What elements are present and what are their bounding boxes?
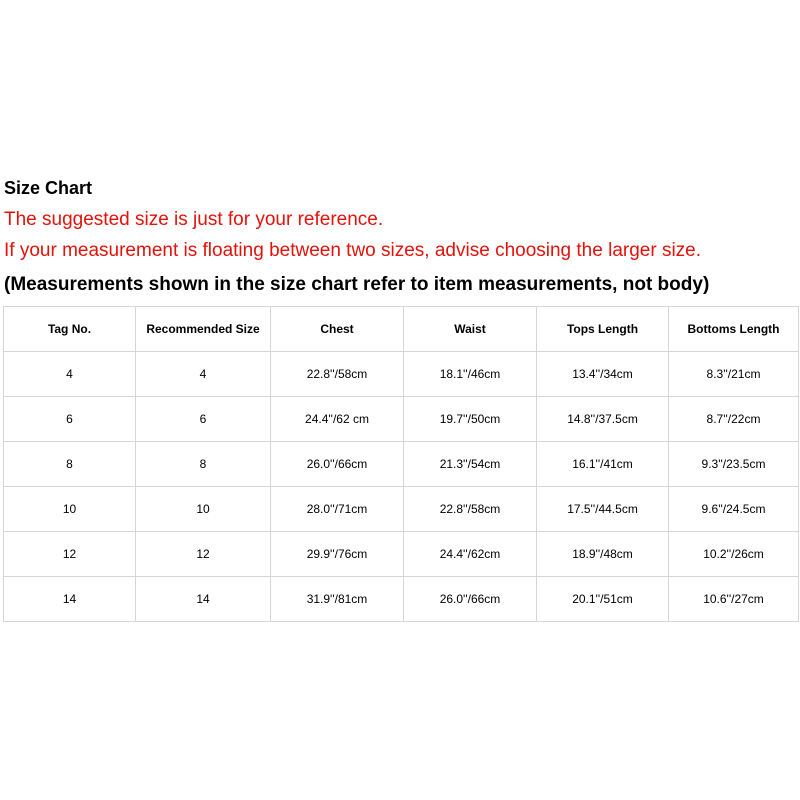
cell-recommended-size: 6	[136, 397, 271, 442]
size-table	[3, 306, 799, 622]
cell-recommended-size: 4	[136, 352, 271, 397]
cell-tag-no: 10	[4, 487, 136, 532]
header-recommended-size: Recommended Size	[136, 307, 271, 352]
cell-recommended-size: 10	[136, 487, 271, 532]
cell-waist: 22.8''/58cm	[404, 487, 537, 532]
cell-bottoms-length: 8.7''/22cm	[669, 397, 799, 442]
cell-tops-length: 18.9''/48cm	[537, 532, 669, 577]
header-tag-no: Tag No.	[4, 307, 136, 352]
page-title: Size Chart	[4, 178, 93, 198]
cell-tag-no: 4	[4, 352, 136, 397]
cell-bottoms-length: 9.3''/23.5cm	[669, 442, 799, 487]
cell-tag-no: 12	[4, 532, 136, 577]
table-row	[4, 352, 799, 397]
sizing-advice-note: If your measurement is floating between two sizes, advise choosing the larger size.	[4, 240, 702, 261]
reference-note: The suggested size is just for your reference.	[4, 209, 384, 230]
cell-waist: 21.3''/54cm	[404, 442, 537, 487]
table-row	[4, 442, 799, 487]
cell-bottoms-length: 9.6''/24.5cm	[669, 487, 799, 532]
cell-tops-length: 17.5''/44.5cm	[537, 487, 669, 532]
cell-recommended-size: 12	[136, 532, 271, 577]
header-waist: Waist	[404, 307, 537, 352]
cell-tag-no: 14	[4, 577, 136, 622]
cell-bottoms-length: 10.2''/26cm	[669, 532, 799, 577]
header-chest: Chest	[271, 307, 404, 352]
cell-tops-length: 14.8''/37.5cm	[537, 397, 669, 442]
measurement-disclaimer: (Measurements shown in the size chart refer to item measurements, not body)	[4, 274, 710, 295]
table-row	[4, 577, 799, 622]
cell-tops-length: 20.1''/51cm	[537, 577, 669, 622]
cell-tag-no: 8	[4, 442, 136, 487]
cell-bottoms-length: 10.6''/27cm	[669, 577, 799, 622]
cell-waist: 24.4''/62cm	[404, 532, 537, 577]
cell-chest: 31.9''/81cm	[271, 577, 404, 622]
cell-bottoms-length: 8.3''/21cm	[669, 352, 799, 397]
cell-tops-length: 13.4''/34cm	[537, 352, 669, 397]
cell-waist: 26.0''/66cm	[404, 577, 537, 622]
table-row	[4, 487, 799, 532]
table-row	[4, 397, 799, 442]
table-header-row	[4, 307, 799, 352]
header-bottoms-length: Bottoms Length	[669, 307, 799, 352]
cell-chest: 22.8''/58cm	[271, 352, 404, 397]
cell-tag-no: 6	[4, 397, 136, 442]
cell-recommended-size: 14	[136, 577, 271, 622]
cell-chest: 24.4''/62 cm	[271, 397, 404, 442]
cell-tops-length: 16.1''/41cm	[537, 442, 669, 487]
header-tops-length: Tops Length	[537, 307, 669, 352]
cell-chest: 28.0''/71cm	[271, 487, 404, 532]
cell-recommended-size: 8	[136, 442, 271, 487]
cell-waist: 18.1''/46cm	[404, 352, 537, 397]
cell-chest: 29.9''/76cm	[271, 532, 404, 577]
cell-chest: 26.0''/66cm	[271, 442, 404, 487]
table-row	[4, 532, 799, 577]
cell-waist: 19.7''/50cm	[404, 397, 537, 442]
